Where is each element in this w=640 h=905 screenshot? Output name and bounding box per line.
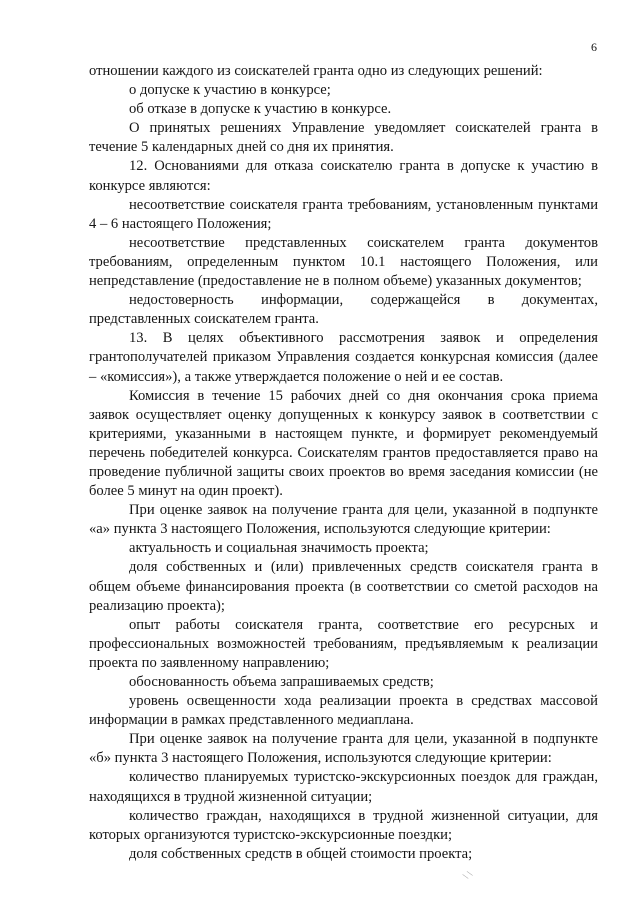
paragraph: 13. В целях объективного рассмотрения заявок и определения грантополучателей приказом Управления создается конкурсная комиссия (далее – «комиссия»), а также утверждается положение о ней и ее состав. xyxy=(89,330,598,385)
paragraph: доля собственных и (или) привлеченных средств соискателя гранта в общем объеме финансирования проекта (в соответствии со сметой расходов на реализацию проекта); xyxy=(89,559,598,614)
paragraph: несоответствие соискателя гранта требованиям, установленным пунктами 4 – 6 настоящего Положения; xyxy=(89,196,598,232)
paragraph: уровень освещенности хода реализации проекта в средствах массовой информации в рамках представленного медиаплана. xyxy=(89,693,598,729)
page-number: 6 xyxy=(591,40,597,54)
paragraph: О принятых решениях Управление уведомляет соискателей гранта в течение 5 календарных дней со дня их принятия. xyxy=(89,120,598,156)
paragraph: обоснованность объема запрашиваемых средств; xyxy=(129,674,434,690)
paragraph: о допуске к участию в конкурсе; xyxy=(129,82,331,99)
paragraph: При оценке заявок на получение гранта для цели, указанной в подпункте «б» пункта 3 настоящего Положения, используются следующие критерии: xyxy=(89,731,598,767)
paragraph: доля собственных средств в общей стоимости проекта; xyxy=(129,845,473,862)
paragraph: актуальность и социальная значимость проекта; xyxy=(129,540,429,557)
document-body xyxy=(89,62,598,864)
paragraph: количество граждан, находящихся в трудной жизненной ситуации, для которых организуются туристско-экскурсионные поездки; xyxy=(89,807,598,843)
paragraph: 12. Основаниями для отказа соискателю гранта в допуске к участию в конкурсе являются: xyxy=(89,158,598,194)
paragraph: об отказе в допуске к участию в конкурсе. xyxy=(129,101,392,118)
paragraph: Комиссия в течение 15 рабочих дней со дня окончания срока приема заявок осуществляет оценку допущенных к конкурсу заявок в соответствии с критериями, указанными в настоящем пункте, и формирует рекомендуемый перечень победителей конкурса. Соискателям грантов предоставляется право на проведение публичной защиты своих проектов во время заседания комиссии (не более 5 минут на один проект). xyxy=(89,387,598,500)
paragraph: При оценке заявок на получение гранта для цели, указанной в подпункте «а» пункта 3 настоящего Положения, используются следующие критерии: xyxy=(89,502,598,538)
paragraph: недостоверность информации, содержащейся в документах, представленных соискателем гранта. xyxy=(89,292,598,328)
paragraph: количество планируемых туристско-экскурсионных поездок для граждан, находящихся в трудной жизненной ситуации; xyxy=(89,769,598,805)
scan-mark: \ \ xyxy=(461,868,475,883)
paragraph: несоответствие представленных соискателем гранта документов требованиям, определенным пунктом 10.1 настоящего Положения, или непредставление (предоставление не в полном объеме) указанных документов; xyxy=(89,234,598,290)
paragraph-continuation: отношении каждого из соискателей гранта одно из следующих решений: xyxy=(89,63,543,79)
paragraph: опыт работы соискателя гранта, соответствие его ресурсных и профессиональных возможностей требованиям, предъявляемым к реализации проекта по заявленному направлению; xyxy=(89,616,598,671)
